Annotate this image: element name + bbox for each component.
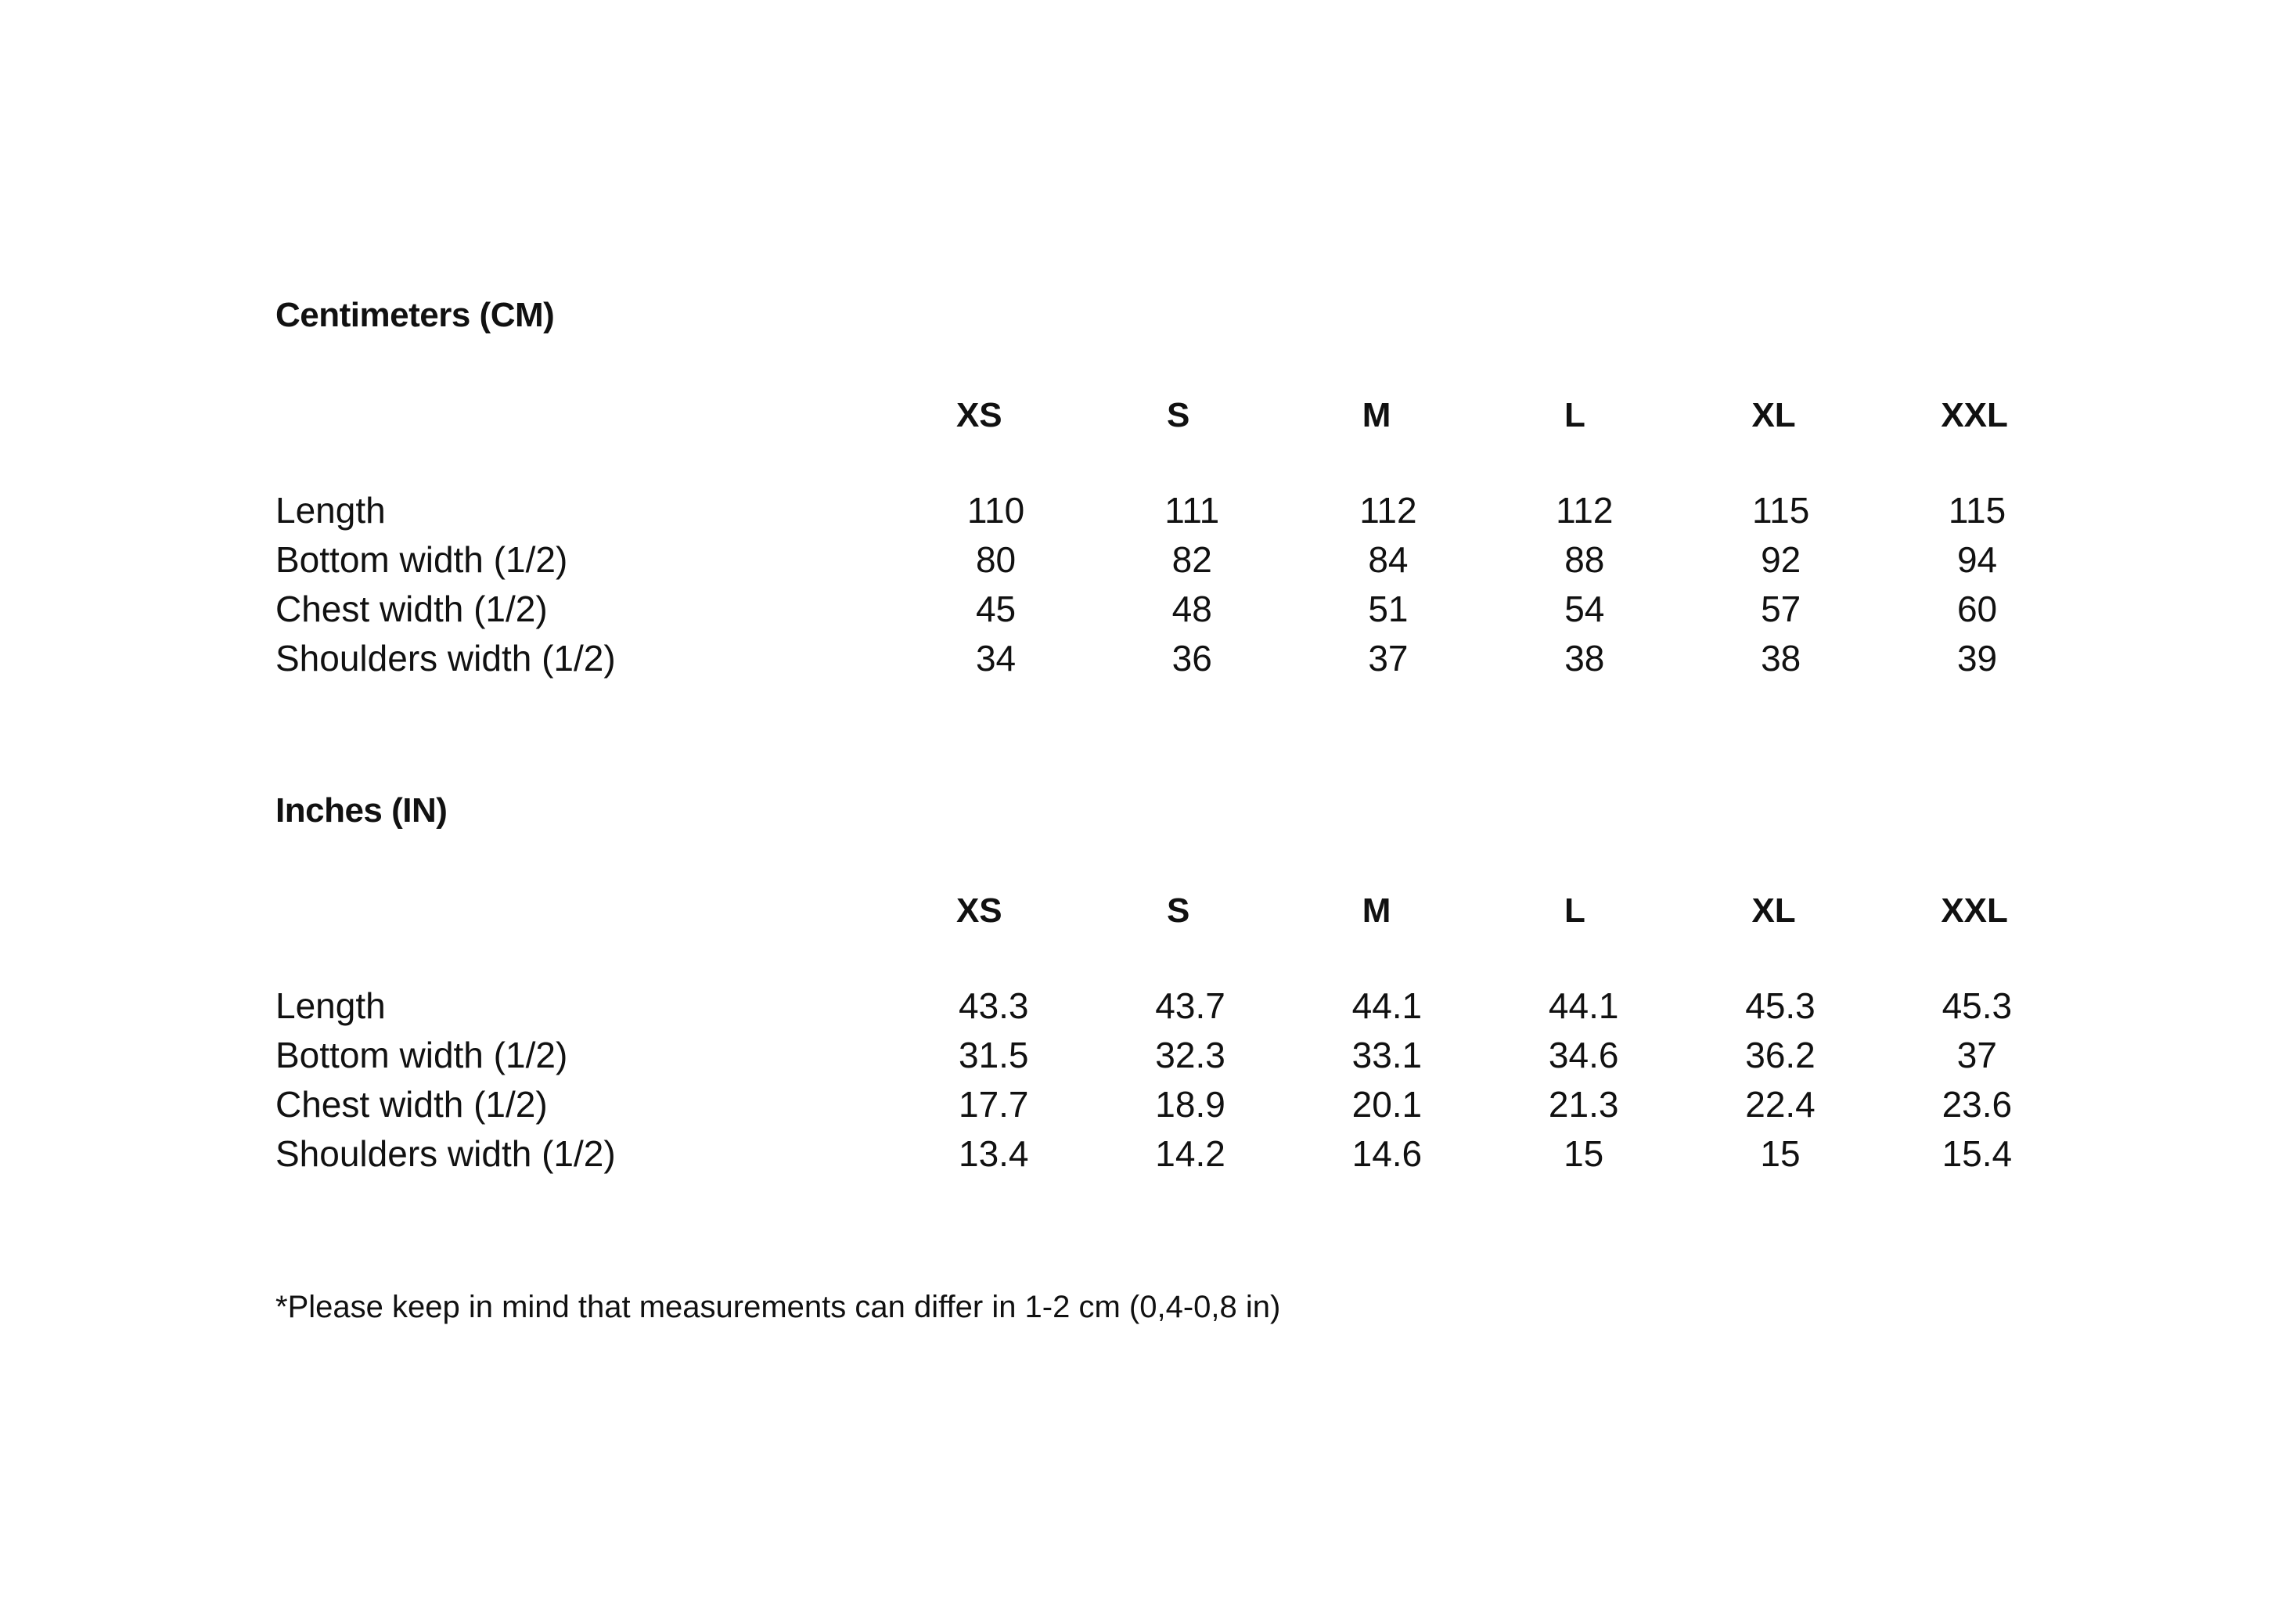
- cell-value: 34: [975, 637, 1017, 679]
- cell-value: 22.4: [1745, 1083, 1816, 1125]
- cell-value: 15.4: [1942, 1132, 2013, 1174]
- size-header-xxl: XXL: [1941, 396, 2008, 434]
- cell-value: 23.6: [1942, 1083, 2013, 1125]
- row-label: Shoulders width (1/2): [275, 1132, 616, 1174]
- cell-value: 45.3: [1745, 985, 1816, 1026]
- table-row: [275, 1030, 2075, 1079]
- cell-value: 51: [1368, 588, 1409, 629]
- section-title-in: Inches (IN): [275, 791, 448, 830]
- cell-value: 88: [1564, 538, 1605, 580]
- size-header-xs: XS: [955, 396, 1002, 434]
- cell-value: 17.7: [958, 1083, 1029, 1125]
- table-row: [275, 1129, 2075, 1178]
- cell-value: 43.7: [1155, 985, 1225, 1026]
- size-header-xs: XS: [955, 891, 1002, 930]
- size-header-row: [275, 390, 2075, 441]
- cell-value: 34.6: [1548, 1034, 1619, 1075]
- cell-value: 39: [1956, 637, 1998, 679]
- size-table-header-cm: [275, 390, 2075, 441]
- size-header-m: M: [1362, 396, 1391, 434]
- section-title-cm: Centimeters (CM): [275, 296, 555, 334]
- cell-value: 36.2: [1745, 1034, 1816, 1075]
- cell-value: 32.3: [1155, 1034, 1225, 1075]
- cell-value: 45: [975, 588, 1017, 629]
- measurement-footnote: *Please keep in mind that measurements can differ in 1-2 cm (0,4-0,8 in): [275, 1290, 1281, 1324]
- cell-value: 94: [1956, 538, 1998, 580]
- size-header-s: S: [1166, 891, 1190, 930]
- cell-value: 115: [1751, 489, 1810, 531]
- size-header-row: [275, 885, 2075, 937]
- table-row: [275, 485, 2075, 535]
- cell-value: 37: [1956, 1034, 1997, 1075]
- size-section-in: [275, 785, 2075, 1174]
- cell-value: 38: [1761, 637, 1801, 679]
- size-table-in: [275, 981, 2075, 1178]
- row-label: Chest width (1/2): [275, 588, 548, 629]
- row-label: Length: [275, 985, 386, 1026]
- header-corner: [275, 885, 880, 937]
- cell-value: 37: [1368, 637, 1409, 679]
- cell-value: 20.1: [1351, 1083, 1423, 1125]
- size-header-l: L: [1564, 891, 1585, 930]
- cell-value: 33.1: [1351, 1034, 1423, 1075]
- cell-value: 48: [1171, 588, 1212, 629]
- size-header-xl: XL: [1751, 891, 1796, 930]
- row-label: Bottom width (1/2): [275, 1034, 568, 1075]
- row-label: Shoulders width (1/2): [275, 637, 616, 679]
- cell-value: 21.3: [1548, 1083, 1619, 1125]
- size-header-m: M: [1362, 891, 1391, 930]
- cell-value: 84: [1368, 538, 1409, 580]
- cell-value: 36: [1171, 637, 1212, 679]
- cell-value: 18.9: [1155, 1083, 1225, 1125]
- size-table-cm: [275, 485, 2075, 682]
- cell-value: 112: [1556, 489, 1614, 531]
- table-row: [275, 584, 2075, 633]
- header-corner: [275, 390, 880, 441]
- cell-value: 112: [1359, 489, 1417, 531]
- cell-value: 15: [1760, 1132, 1801, 1174]
- cell-value: 92: [1761, 538, 1801, 580]
- cell-value: 111: [1164, 489, 1220, 531]
- size-table-header-in: [275, 885, 2075, 937]
- size-header-l: L: [1564, 396, 1585, 434]
- cell-value: 14.2: [1155, 1132, 1225, 1174]
- size-header-s: S: [1166, 396, 1190, 434]
- row-label: Chest width (1/2): [275, 1083, 548, 1125]
- table-row: [275, 1079, 2075, 1129]
- cell-value: 14.6: [1351, 1132, 1423, 1174]
- cell-value: 110: [966, 489, 1025, 531]
- row-label: Length: [275, 489, 386, 531]
- table-row: [275, 981, 2075, 1030]
- cell-value: 60: [1956, 588, 1998, 629]
- size-body-in: [275, 981, 2075, 1178]
- cell-value: 80: [975, 538, 1017, 580]
- row-label: Bottom width (1/2): [275, 538, 568, 580]
- table-row: [275, 633, 2075, 682]
- cell-value: 38: [1564, 637, 1605, 679]
- cell-value: 54: [1564, 588, 1605, 629]
- cell-value: 31.5: [958, 1034, 1029, 1075]
- size-section-cm: [275, 290, 2075, 679]
- cell-value: 43.3: [958, 985, 1029, 1026]
- cell-value: 57: [1761, 588, 1801, 629]
- cell-value: 44.1: [1548, 985, 1619, 1026]
- cell-value: 44.1: [1351, 985, 1423, 1026]
- size-body-cm: [275, 485, 2075, 682]
- cell-value: 115: [1948, 489, 2006, 531]
- size-header-xl: XL: [1751, 396, 1796, 434]
- size-header-in: [275, 885, 2075, 937]
- size-header-xxl: XXL: [1941, 891, 2008, 930]
- cell-value: 15: [1564, 1132, 1604, 1174]
- size-header-cm: [275, 390, 2075, 441]
- cell-value: 45.3: [1942, 985, 2013, 1026]
- cell-value: 82: [1171, 538, 1212, 580]
- cell-value: 13.4: [958, 1132, 1029, 1174]
- table-row: [275, 535, 2075, 584]
